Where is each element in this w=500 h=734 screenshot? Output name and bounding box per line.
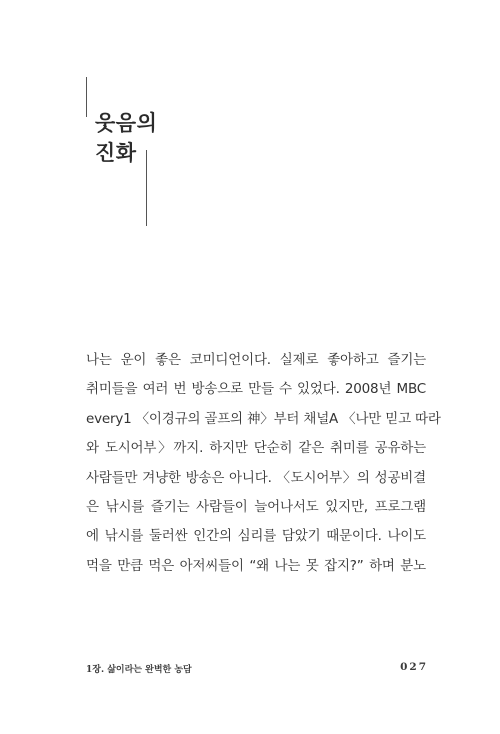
page-footer [86,662,428,678]
body-line: 은 낚시를 즐기는 사람들이 늘어나서도 있지만, 프로그램 [86,498,426,515]
running-chapter-title: 1장. 삶이라는 완벽한 농담 [86,665,192,675]
chapter-title [95,108,157,168]
body-line: 에 낚시를 둘러싼 인간의 심리를 담았기 때문이다. 나이도 [86,528,426,545]
body-line: 취미들을 여러 번 방송으로 만들 수 있었다. 2008년 MBC [86,381,426,398]
chapter-title-line-2: 진화 [95,141,137,165]
title-rule-left [86,77,87,117]
page-number: 027 [400,661,428,673]
body-line: every1 〈이경규의 골프의 神〉부터 채널A 〈나만 믿고 따라 [86,410,441,427]
title-rule-right [146,150,147,226]
body-line: 와 도시어부〉까지. 하지만 단순히 같은 취미를 공유하는 [86,440,426,457]
chapter-title-line-1: 웃음의 [95,111,158,135]
body-line: 나는 운이 좋은 코미디언이다. 실제로 좋아하고 즐기는 [86,352,426,368]
body-line: 먹을 만큼 먹은 아저씨들이 “왜 나는 못 잡지?” 하며 분노 [86,557,426,574]
body-line: 사람들만 겨냥한 방송은 아니다. 〈도시어부〉의 성공비결 [86,469,426,486]
body-paragraph [86,346,441,581]
